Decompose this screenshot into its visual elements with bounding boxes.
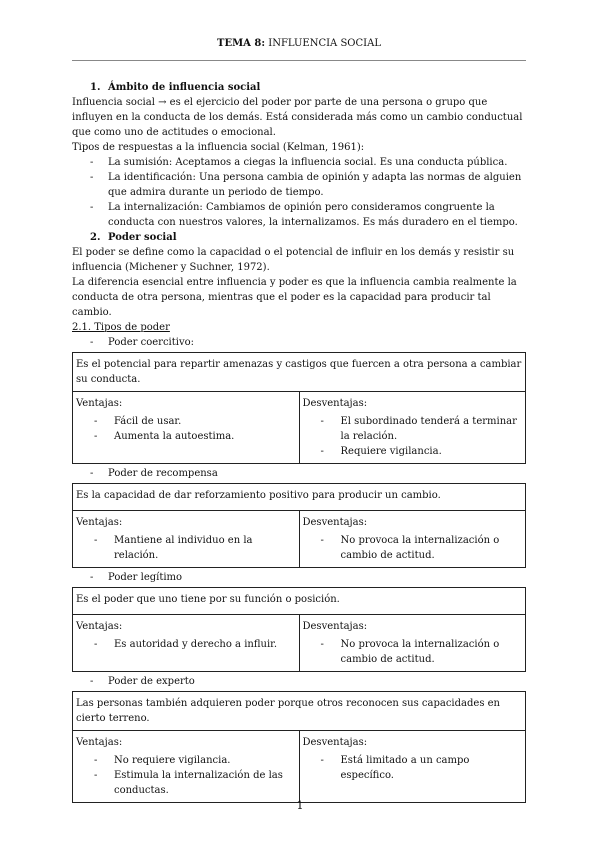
desventajas-cell [299,392,526,464]
list-item: - La identificación: Una persona cambia de opinión y adapta las normas de alguien que admira durante un periodo de tiempo. [90,170,526,200]
ventajas-cell [73,615,300,672]
list-item: - Es autoridad y derecho a influir. [94,637,296,652]
section-1-title: Ámbito de influencia social [108,82,261,93]
response-types-list [72,155,526,230]
power-type-label: - Poder de experto [90,676,195,687]
desventajas-cell [299,615,526,672]
section-2-heading [72,230,526,245]
ventajas-cell [73,731,300,803]
list-item: - Aumenta la autoestima. [94,429,296,444]
ventajas-list [76,753,296,798]
section-2-title: Poder social [108,232,177,243]
page-header [72,36,526,51]
power-name: Poder de experto [108,676,195,687]
power-type-label: - Poder legítimo [90,572,183,583]
section-1-paragraph-1: Influencia social → es el ejercicio del poder por parte de una persona o grupo que influyen en la conducta de los demás. Está considerada más como un cambio conductual que como uno de actitudes o emocional. [72,97,523,138]
desventajas-list [303,637,523,667]
page-number: 1 [296,799,304,812]
power-table [72,352,526,464]
header-divider [72,60,526,61]
list-item: - La internalización: Cambiamos de opinión pero consideramos congruente la conducta con nuestros valores, la internalizamos. Es más duradero en el tiempo. [90,200,526,230]
section-1-heading [72,80,526,95]
list-item: - Está limitado a un campo específico. [321,753,523,783]
list-item: - Requiere vigilancia. [321,444,523,459]
desventajas-label: Desventajas: [302,398,368,409]
ventajas-list [76,637,296,652]
power-name: Poder coercitivo: [108,337,194,348]
list-item: - El subordinado tenderá a terminar la relación. [321,414,523,444]
ventajas-cell [73,392,300,464]
desventajas-list [303,533,523,563]
power-table [72,691,526,803]
section-2-number: 2. [90,232,101,243]
list-item: - La sumisión: Aceptamos a ciegas la influencia social. Es una conducta pública. [90,155,526,170]
page-content [72,80,526,805]
section-2-paragraph-2: La diferencia esencial entre influencia y poder es que la influencia cambia realmente la conducta de otra persona, mientras que el poder es la capacidad para producir tal cambio. [72,277,517,318]
section-2-paragraph-1: El poder se define como la capacidad o el potencial de influir en los demás y resistir su influencia (Michener y Suchner, 1972). [72,247,515,273]
power-name: Poder de recompensa [108,468,218,479]
power-table [72,483,526,568]
power-type-label: - Poder coercitivo: [90,337,194,348]
power-definition: Es la capacidad de dar reforzamiento positivo para producir un cambio. [73,484,526,511]
power-type-label: - Poder de recompensa [90,468,218,479]
header-topic-number: TEMA 8: [217,38,266,49]
list-item: - No requiere vigilancia. [94,753,296,768]
power-definition: Es el potencial para repartir amenazas y castigos que fuercen a otra persona a cambiar su conducta. [73,353,526,392]
list-item: - Estimula la internalización de las conductas. [94,768,296,798]
power-table [72,587,526,672]
section-1-number: 1. [90,82,101,93]
desventajas-cell [299,511,526,568]
list-item: - Mantiene al individuo en la relación. [94,533,296,563]
ventajas-list [76,414,296,444]
power-name: Poder legítimo [108,572,183,583]
desventajas-label: Desventajas: [302,737,368,748]
ventajas-label: Ventajas: [76,621,123,632]
ventajas-label: Ventajas: [76,517,123,528]
ventajas-label: Ventajas: [76,398,123,409]
ventajas-label: Ventajas: [76,737,123,748]
list-item: - No provoca la internalización o cambio de actitud. [321,637,523,667]
desventajas-label: Desventajas: [302,517,368,528]
desventajas-list [303,753,523,783]
subsection-heading: 2.1. Tipos de poder [72,322,170,333]
power-definition: Es el poder que uno tiene por su función o posición. [73,588,526,615]
list-item: - No provoca la internalización o cambio de actitud. [321,533,523,563]
power-definition: Las personas también adquieren poder porque otros reconocen sus capacidades en cierto terreno. [73,692,526,731]
section-1-paragraph-2: Tipos de respuestas a la influencia social (Kelman, 1961): [72,142,365,153]
ventajas-cell [73,511,300,568]
ventajas-list [76,533,296,563]
desventajas-cell [299,731,526,803]
header-topic-title: INFLUENCIA SOCIAL [265,38,381,49]
desventajas-list [303,414,523,459]
list-item: - Fácil de usar. [94,414,296,429]
desventajas-label: Desventajas: [302,621,368,632]
